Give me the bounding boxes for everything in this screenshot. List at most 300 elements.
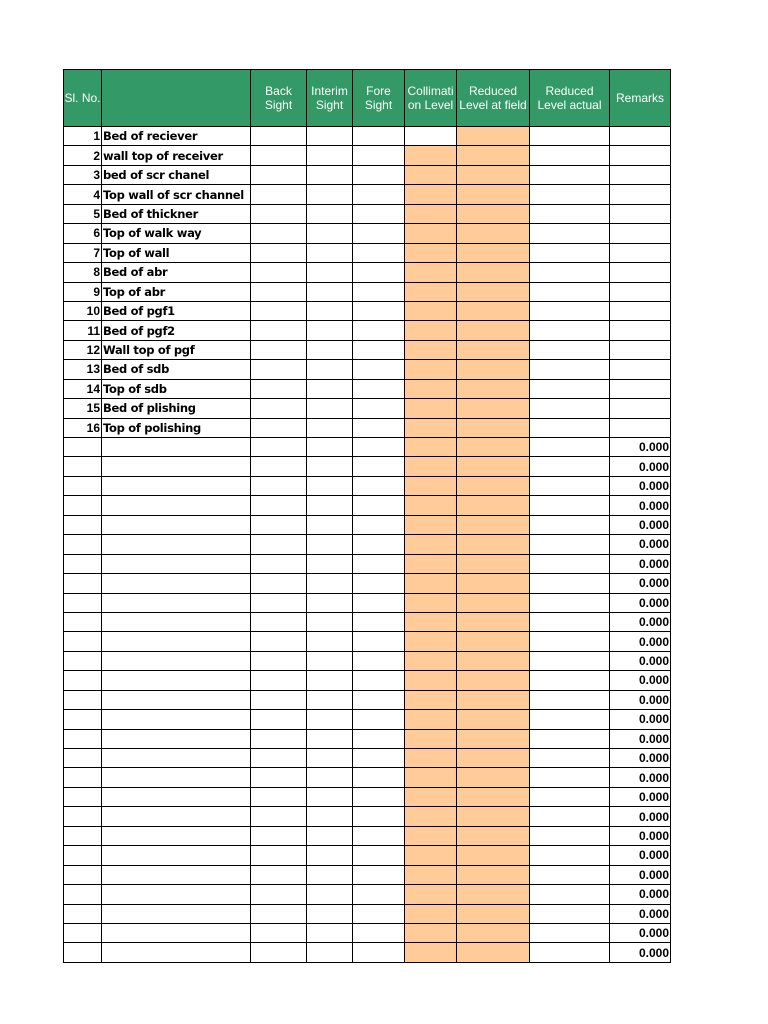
- cell-reduced-level-field[interactable]: [457, 826, 530, 845]
- cell-reduced-level-field[interactable]: [457, 612, 530, 631]
- cell-interim-sight[interactable]: [307, 496, 353, 515]
- cell-description[interactable]: bed of scr chanel: [102, 165, 251, 184]
- cell-fore-sight[interactable]: [353, 729, 405, 748]
- cell-collimation-level[interactable]: [405, 671, 457, 690]
- header-reduced-level-field[interactable]: Reduced Level at field: [457, 70, 530, 127]
- cell-remarks[interactable]: [610, 301, 671, 320]
- cell-sl-no[interactable]: 11: [64, 321, 102, 340]
- cell-sl-no[interactable]: [64, 923, 102, 942]
- cell-sl-no[interactable]: [64, 943, 102, 962]
- cell-interim-sight[interactable]: [307, 729, 353, 748]
- cell-description[interactable]: [102, 651, 251, 670]
- cell-sl-no[interactable]: [64, 554, 102, 573]
- header-reduced-level-actual[interactable]: Reduced Level actual: [530, 70, 610, 127]
- cell-sl-no[interactable]: [64, 865, 102, 884]
- cell-reduced-level-actual[interactable]: [530, 243, 610, 262]
- cell-reduced-level-actual[interactable]: [530, 418, 610, 437]
- cell-reduced-level-actual[interactable]: [530, 340, 610, 359]
- cell-back-sight[interactable]: [251, 476, 307, 495]
- cell-collimation-level[interactable]: [405, 574, 457, 593]
- cell-description[interactable]: [102, 749, 251, 768]
- cell-interim-sight[interactable]: [307, 943, 353, 962]
- cell-fore-sight[interactable]: [353, 885, 405, 904]
- cell-remarks[interactable]: 0.000: [610, 923, 671, 942]
- cell-fore-sight[interactable]: [353, 165, 405, 184]
- cell-sl-no[interactable]: 16: [64, 418, 102, 437]
- cell-reduced-level-field[interactable]: [457, 165, 530, 184]
- cell-sl-no[interactable]: 4: [64, 185, 102, 204]
- cell-sl-no[interactable]: [64, 846, 102, 865]
- cell-reduced-level-field[interactable]: [457, 671, 530, 690]
- cell-fore-sight[interactable]: [353, 904, 405, 923]
- cell-collimation-level[interactable]: [405, 476, 457, 495]
- cell-sl-no[interactable]: 6: [64, 224, 102, 243]
- cell-remarks[interactable]: [610, 165, 671, 184]
- cell-fore-sight[interactable]: [353, 301, 405, 320]
- cell-sl-no[interactable]: [64, 632, 102, 651]
- cell-reduced-level-actual[interactable]: [530, 515, 610, 534]
- cell-description[interactable]: [102, 904, 251, 923]
- cell-description[interactable]: Wall top of pgf: [102, 340, 251, 359]
- cell-interim-sight[interactable]: [307, 690, 353, 709]
- cell-reduced-level-field[interactable]: [457, 204, 530, 223]
- cell-collimation-level[interactable]: [405, 243, 457, 262]
- cell-collimation-level[interactable]: [405, 282, 457, 301]
- cell-fore-sight[interactable]: [353, 399, 405, 418]
- cell-collimation-level[interactable]: [405, 690, 457, 709]
- cell-back-sight[interactable]: [251, 612, 307, 631]
- cell-sl-no[interactable]: [64, 476, 102, 495]
- cell-description[interactable]: [102, 515, 251, 534]
- cell-description[interactable]: Top of walk way: [102, 224, 251, 243]
- cell-reduced-level-actual[interactable]: [530, 574, 610, 593]
- cell-interim-sight[interactable]: [307, 340, 353, 359]
- cell-reduced-level-field[interactable]: [457, 146, 530, 165]
- cell-collimation-level[interactable]: [405, 943, 457, 962]
- cell-interim-sight[interactable]: [307, 535, 353, 554]
- cell-reduced-level-actual[interactable]: [530, 127, 610, 146]
- cell-remarks[interactable]: [610, 282, 671, 301]
- cell-reduced-level-actual[interactable]: [530, 224, 610, 243]
- cell-description[interactable]: [102, 807, 251, 826]
- cell-interim-sight[interactable]: [307, 632, 353, 651]
- header-description[interactable]: [102, 70, 251, 127]
- cell-fore-sight[interactable]: [353, 593, 405, 612]
- cell-reduced-level-field[interactable]: [457, 476, 530, 495]
- cell-reduced-level-field[interactable]: [457, 904, 530, 923]
- header-back-sight[interactable]: Back Sight: [251, 70, 307, 127]
- cell-collimation-level[interactable]: [405, 457, 457, 476]
- cell-interim-sight[interactable]: [307, 165, 353, 184]
- cell-reduced-level-actual[interactable]: [530, 612, 610, 631]
- cell-remarks[interactable]: 0.000: [610, 768, 671, 787]
- cell-sl-no[interactable]: [64, 710, 102, 729]
- cell-reduced-level-actual[interactable]: [530, 593, 610, 612]
- cell-fore-sight[interactable]: [353, 438, 405, 457]
- cell-fore-sight[interactable]: [353, 749, 405, 768]
- cell-sl-no[interactable]: [64, 535, 102, 554]
- cell-back-sight[interactable]: [251, 846, 307, 865]
- cell-sl-no[interactable]: [64, 593, 102, 612]
- cell-description[interactable]: [102, 612, 251, 631]
- cell-back-sight[interactable]: [251, 418, 307, 437]
- cell-remarks[interactable]: 0.000: [610, 690, 671, 709]
- cell-sl-no[interactable]: [64, 612, 102, 631]
- cell-description[interactable]: Bed of plishing: [102, 399, 251, 418]
- cell-description[interactable]: [102, 729, 251, 748]
- cell-back-sight[interactable]: [251, 515, 307, 534]
- cell-sl-no[interactable]: [64, 671, 102, 690]
- cell-collimation-level[interactable]: [405, 904, 457, 923]
- cell-sl-no[interactable]: 12: [64, 340, 102, 359]
- cell-fore-sight[interactable]: [353, 846, 405, 865]
- cell-back-sight[interactable]: [251, 943, 307, 962]
- cell-reduced-level-actual[interactable]: [530, 807, 610, 826]
- cell-interim-sight[interactable]: [307, 768, 353, 787]
- cell-back-sight[interactable]: [251, 574, 307, 593]
- cell-fore-sight[interactable]: [353, 923, 405, 942]
- cell-remarks[interactable]: [610, 127, 671, 146]
- cell-collimation-level[interactable]: [405, 399, 457, 418]
- cell-interim-sight[interactable]: [307, 379, 353, 398]
- cell-sl-no[interactable]: [64, 651, 102, 670]
- cell-remarks[interactable]: 0.000: [610, 865, 671, 884]
- cell-description[interactable]: [102, 826, 251, 845]
- cell-remarks[interactable]: [610, 379, 671, 398]
- cell-interim-sight[interactable]: [307, 127, 353, 146]
- cell-reduced-level-actual[interactable]: [530, 457, 610, 476]
- cell-back-sight[interactable]: [251, 496, 307, 515]
- cell-sl-no[interactable]: 13: [64, 360, 102, 379]
- cell-interim-sight[interactable]: [307, 554, 353, 573]
- cell-remarks[interactable]: 0.000: [610, 535, 671, 554]
- cell-reduced-level-actual[interactable]: [530, 710, 610, 729]
- cell-sl-no[interactable]: [64, 729, 102, 748]
- cell-back-sight[interactable]: [251, 710, 307, 729]
- cell-collimation-level[interactable]: [405, 729, 457, 748]
- cell-remarks[interactable]: 0.000: [610, 651, 671, 670]
- cell-fore-sight[interactable]: [353, 787, 405, 806]
- cell-reduced-level-actual[interactable]: [530, 496, 610, 515]
- cell-reduced-level-actual[interactable]: [530, 768, 610, 787]
- cell-back-sight[interactable]: [251, 360, 307, 379]
- cell-back-sight[interactable]: [251, 224, 307, 243]
- cell-collimation-level[interactable]: [405, 535, 457, 554]
- cell-reduced-level-actual[interactable]: [530, 690, 610, 709]
- cell-reduced-level-field[interactable]: [457, 865, 530, 884]
- cell-reduced-level-actual[interactable]: [530, 263, 610, 282]
- cell-interim-sight[interactable]: [307, 865, 353, 884]
- cell-back-sight[interactable]: [251, 282, 307, 301]
- cell-collimation-level[interactable]: [405, 438, 457, 457]
- cell-sl-no[interactable]: [64, 574, 102, 593]
- cell-remarks[interactable]: [610, 360, 671, 379]
- cell-collimation-level[interactable]: [405, 127, 457, 146]
- cell-fore-sight[interactable]: [353, 224, 405, 243]
- cell-fore-sight[interactable]: [353, 574, 405, 593]
- cell-back-sight[interactable]: [251, 826, 307, 845]
- cell-back-sight[interactable]: [251, 865, 307, 884]
- cell-back-sight[interactable]: [251, 923, 307, 942]
- cell-collimation-level[interactable]: [405, 263, 457, 282]
- cell-remarks[interactable]: 0.000: [610, 515, 671, 534]
- cell-interim-sight[interactable]: [307, 515, 353, 534]
- cell-fore-sight[interactable]: [353, 263, 405, 282]
- cell-reduced-level-actual[interactable]: [530, 438, 610, 457]
- header-fore-sight[interactable]: Fore Sight: [353, 70, 405, 127]
- cell-sl-no[interactable]: [64, 690, 102, 709]
- cell-description[interactable]: Bed of thickner: [102, 204, 251, 223]
- cell-fore-sight[interactable]: [353, 690, 405, 709]
- cell-description[interactable]: [102, 846, 251, 865]
- cell-collimation-level[interactable]: [405, 710, 457, 729]
- cell-sl-no[interactable]: [64, 904, 102, 923]
- cell-fore-sight[interactable]: [353, 282, 405, 301]
- cell-sl-no[interactable]: 7: [64, 243, 102, 262]
- cell-reduced-level-field[interactable]: [457, 729, 530, 748]
- cell-sl-no[interactable]: [64, 749, 102, 768]
- cell-remarks[interactable]: [610, 321, 671, 340]
- cell-description[interactable]: Bed of sdb: [102, 360, 251, 379]
- cell-remarks[interactable]: [610, 340, 671, 359]
- cell-reduced-level-field[interactable]: [457, 651, 530, 670]
- cell-interim-sight[interactable]: [307, 923, 353, 942]
- cell-back-sight[interactable]: [251, 671, 307, 690]
- cell-collimation-level[interactable]: [405, 885, 457, 904]
- cell-remarks[interactable]: 0.000: [610, 729, 671, 748]
- cell-interim-sight[interactable]: [307, 651, 353, 670]
- cell-description[interactable]: Top of polishing: [102, 418, 251, 437]
- cell-collimation-level[interactable]: [405, 846, 457, 865]
- cell-remarks[interactable]: [610, 146, 671, 165]
- cell-fore-sight[interactable]: [353, 651, 405, 670]
- header-remarks[interactable]: Remarks: [610, 70, 671, 127]
- cell-reduced-level-field[interactable]: [457, 379, 530, 398]
- cell-remarks[interactable]: 0.000: [610, 632, 671, 651]
- cell-sl-no[interactable]: [64, 515, 102, 534]
- cell-sl-no[interactable]: [64, 807, 102, 826]
- cell-collimation-level[interactable]: [405, 360, 457, 379]
- cell-collimation-level[interactable]: [405, 418, 457, 437]
- cell-back-sight[interactable]: [251, 690, 307, 709]
- cell-reduced-level-actual[interactable]: [530, 321, 610, 340]
- cell-fore-sight[interactable]: [353, 243, 405, 262]
- cell-reduced-level-actual[interactable]: [530, 729, 610, 748]
- cell-interim-sight[interactable]: [307, 185, 353, 204]
- cell-remarks[interactable]: [610, 263, 671, 282]
- cell-reduced-level-field[interactable]: [457, 263, 530, 282]
- cell-fore-sight[interactable]: [353, 865, 405, 884]
- cell-back-sight[interactable]: [251, 399, 307, 418]
- cell-fore-sight[interactable]: [353, 321, 405, 340]
- cell-interim-sight[interactable]: [307, 826, 353, 845]
- cell-remarks[interactable]: 0.000: [610, 943, 671, 962]
- cell-fore-sight[interactable]: [353, 496, 405, 515]
- cell-remarks[interactable]: [610, 224, 671, 243]
- cell-description[interactable]: [102, 554, 251, 573]
- cell-interim-sight[interactable]: [307, 301, 353, 320]
- cell-reduced-level-actual[interactable]: [530, 204, 610, 223]
- cell-reduced-level-actual[interactable]: [530, 865, 610, 884]
- cell-reduced-level-field[interactable]: [457, 340, 530, 359]
- cell-fore-sight[interactable]: [353, 515, 405, 534]
- cell-sl-no[interactable]: [64, 438, 102, 457]
- cell-fore-sight[interactable]: [353, 185, 405, 204]
- cell-description[interactable]: [102, 768, 251, 787]
- cell-fore-sight[interactable]: [353, 360, 405, 379]
- cell-remarks[interactable]: 0.000: [610, 496, 671, 515]
- cell-description[interactable]: [102, 865, 251, 884]
- cell-sl-no[interactable]: 5: [64, 204, 102, 223]
- cell-reduced-level-actual[interactable]: [530, 185, 610, 204]
- cell-interim-sight[interactable]: [307, 476, 353, 495]
- header-interim-sight[interactable]: Interim Sight: [307, 70, 353, 127]
- cell-back-sight[interactable]: [251, 438, 307, 457]
- cell-remarks[interactable]: 0.000: [610, 593, 671, 612]
- cell-back-sight[interactable]: [251, 632, 307, 651]
- cell-reduced-level-field[interactable]: [457, 574, 530, 593]
- cell-fore-sight[interactable]: [353, 671, 405, 690]
- cell-reduced-level-field[interactable]: [457, 632, 530, 651]
- cell-reduced-level-field[interactable]: [457, 438, 530, 457]
- cell-collimation-level[interactable]: [405, 807, 457, 826]
- cell-back-sight[interactable]: [251, 651, 307, 670]
- cell-fore-sight[interactable]: [353, 612, 405, 631]
- cell-reduced-level-field[interactable]: [457, 768, 530, 787]
- cell-back-sight[interactable]: [251, 379, 307, 398]
- cell-collimation-level[interactable]: [405, 204, 457, 223]
- cell-collimation-level[interactable]: [405, 923, 457, 942]
- cell-reduced-level-field[interactable]: [457, 535, 530, 554]
- cell-interim-sight[interactable]: [307, 224, 353, 243]
- cell-reduced-level-actual[interactable]: [530, 399, 610, 418]
- cell-remarks[interactable]: 0.000: [610, 554, 671, 573]
- cell-reduced-level-field[interactable]: [457, 243, 530, 262]
- cell-back-sight[interactable]: [251, 127, 307, 146]
- header-sl-no[interactable]: Sl. No.: [64, 70, 102, 127]
- cell-back-sight[interactable]: [251, 729, 307, 748]
- cell-description[interactable]: [102, 457, 251, 476]
- cell-back-sight[interactable]: [251, 807, 307, 826]
- cell-remarks[interactable]: 0.000: [610, 612, 671, 631]
- cell-description[interactable]: [102, 787, 251, 806]
- cell-remarks[interactable]: 0.000: [610, 885, 671, 904]
- cell-fore-sight[interactable]: [353, 127, 405, 146]
- cell-reduced-level-actual[interactable]: [530, 904, 610, 923]
- cell-fore-sight[interactable]: [353, 418, 405, 437]
- cell-remarks[interactable]: 0.000: [610, 457, 671, 476]
- cell-fore-sight[interactable]: [353, 340, 405, 359]
- cell-collimation-level[interactable]: [405, 787, 457, 806]
- cell-reduced-level-field[interactable]: [457, 301, 530, 320]
- cell-back-sight[interactable]: [251, 787, 307, 806]
- cell-description[interactable]: [102, 593, 251, 612]
- cell-interim-sight[interactable]: [307, 807, 353, 826]
- cell-remarks[interactable]: 0.000: [610, 574, 671, 593]
- cell-description[interactable]: [102, 671, 251, 690]
- cell-reduced-level-actual[interactable]: [530, 651, 610, 670]
- cell-interim-sight[interactable]: [307, 612, 353, 631]
- cell-description[interactable]: [102, 632, 251, 651]
- cell-back-sight[interactable]: [251, 340, 307, 359]
- cell-interim-sight[interactable]: [307, 438, 353, 457]
- cell-interim-sight[interactable]: [307, 885, 353, 904]
- cell-interim-sight[interactable]: [307, 457, 353, 476]
- cell-remarks[interactable]: [610, 204, 671, 223]
- cell-description[interactable]: wall top of receiver: [102, 146, 251, 165]
- cell-sl-no[interactable]: [64, 787, 102, 806]
- cell-remarks[interactable]: 0.000: [610, 438, 671, 457]
- cell-reduced-level-actual[interactable]: [530, 535, 610, 554]
- cell-reduced-level-actual[interactable]: [530, 476, 610, 495]
- cell-reduced-level-field[interactable]: [457, 457, 530, 476]
- cell-remarks[interactable]: 0.000: [610, 787, 671, 806]
- cell-reduced-level-field[interactable]: [457, 885, 530, 904]
- cell-collimation-level[interactable]: [405, 612, 457, 631]
- cell-description[interactable]: [102, 535, 251, 554]
- cell-reduced-level-actual[interactable]: [530, 671, 610, 690]
- cell-back-sight[interactable]: [251, 185, 307, 204]
- cell-description[interactable]: Top of abr: [102, 282, 251, 301]
- cell-interim-sight[interactable]: [307, 263, 353, 282]
- cell-description[interactable]: [102, 476, 251, 495]
- cell-reduced-level-field[interactable]: [457, 321, 530, 340]
- cell-reduced-level-actual[interactable]: [530, 554, 610, 573]
- cell-description[interactable]: [102, 496, 251, 515]
- cell-back-sight[interactable]: [251, 204, 307, 223]
- cell-fore-sight[interactable]: [353, 457, 405, 476]
- cell-interim-sight[interactable]: [307, 904, 353, 923]
- cell-description[interactable]: [102, 574, 251, 593]
- cell-reduced-level-actual[interactable]: [530, 632, 610, 651]
- cell-sl-no[interactable]: 3: [64, 165, 102, 184]
- cell-reduced-level-actual[interactable]: [530, 379, 610, 398]
- cell-collimation-level[interactable]: [405, 593, 457, 612]
- cell-description[interactable]: Top of sdb: [102, 379, 251, 398]
- cell-reduced-level-field[interactable]: [457, 515, 530, 534]
- cell-collimation-level[interactable]: [405, 768, 457, 787]
- cell-remarks[interactable]: 0.000: [610, 710, 671, 729]
- cell-description[interactable]: Top wall of scr channel: [102, 185, 251, 204]
- cell-reduced-level-actual[interactable]: [530, 885, 610, 904]
- cell-reduced-level-actual[interactable]: [530, 165, 610, 184]
- cell-description[interactable]: Bed of abr: [102, 263, 251, 282]
- cell-reduced-level-field[interactable]: [457, 496, 530, 515]
- cell-collimation-level[interactable]: [405, 651, 457, 670]
- cell-collimation-level[interactable]: [405, 515, 457, 534]
- cell-fore-sight[interactable]: [353, 632, 405, 651]
- cell-collimation-level[interactable]: [405, 321, 457, 340]
- cell-collimation-level[interactable]: [405, 496, 457, 515]
- cell-back-sight[interactable]: [251, 146, 307, 165]
- cell-remarks[interactable]: 0.000: [610, 904, 671, 923]
- cell-collimation-level[interactable]: [405, 185, 457, 204]
- cell-reduced-level-field[interactable]: [457, 923, 530, 942]
- cell-interim-sight[interactable]: [307, 787, 353, 806]
- cell-back-sight[interactable]: [251, 535, 307, 554]
- cell-sl-no[interactable]: [64, 457, 102, 476]
- cell-collimation-level[interactable]: [405, 865, 457, 884]
- cell-fore-sight[interactable]: [353, 554, 405, 573]
- cell-sl-no[interactable]: 1: [64, 127, 102, 146]
- cell-description[interactable]: [102, 923, 251, 942]
- cell-remarks[interactable]: 0.000: [610, 476, 671, 495]
- cell-back-sight[interactable]: [251, 301, 307, 320]
- cell-collimation-level[interactable]: [405, 554, 457, 573]
- cell-reduced-level-field[interactable]: [457, 399, 530, 418]
- cell-reduced-level-actual[interactable]: [530, 787, 610, 806]
- cell-back-sight[interactable]: [251, 554, 307, 573]
